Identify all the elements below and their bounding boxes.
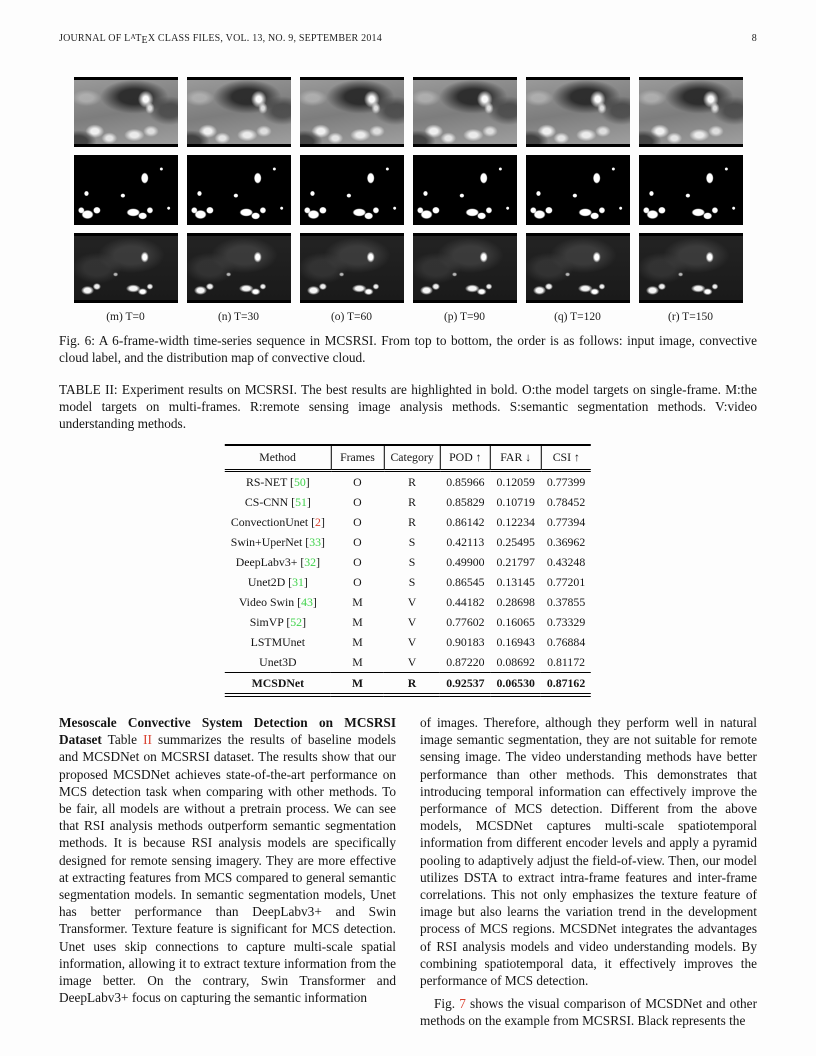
text-run: Fig. xyxy=(434,996,460,1012)
pod-cell: 0.92537 xyxy=(440,673,490,696)
category-cell: R xyxy=(408,474,416,489)
convective-cloud-label-image xyxy=(526,155,630,225)
table-row xyxy=(225,512,591,532)
satellite-input-image xyxy=(413,77,517,147)
results-table-wrapper xyxy=(225,444,591,697)
paragraph xyxy=(420,995,757,1029)
satellite-input-image xyxy=(74,77,178,147)
csi-cell: 0.76884 xyxy=(546,634,586,649)
convective-cloud-label-image xyxy=(639,155,743,225)
convective-cloud-label-image xyxy=(74,155,178,225)
text-run: E xyxy=(141,34,148,46)
csi-cell: 0.87162 xyxy=(541,673,591,696)
far-cell: 0.08692 xyxy=(496,654,535,669)
frames-cell: O xyxy=(353,514,362,529)
satellite-input-image xyxy=(187,77,291,147)
distribution-map-row xyxy=(59,233,757,303)
distribution-map-image xyxy=(639,233,743,303)
csi-cell: 0.36962 xyxy=(546,534,586,549)
far-cell: 0.16943 xyxy=(496,634,535,649)
citation-link[interactable]: 50 xyxy=(293,474,306,489)
col-header-far: FAR ↓ xyxy=(491,445,541,471)
method-cell: ConvectionUnet [2] xyxy=(230,514,325,529)
csi-cell: 0.78452 xyxy=(546,494,586,509)
journal-title xyxy=(59,33,382,46)
subcaption: (r) T=150 xyxy=(668,311,713,323)
text-run: of images. Therefore, although they perform well in natural image semantic segmentation, they are not suitable for remote sensing image. The video understanding methods have better performance than other methods. This demonstrates that introducing temporal information can effectively improve the performance of MCS detection. Different from the above models, MCSDNet captures multi-scale spatiotemporal information from different encoder levels and apply a pyramid pooling to adaptively adjust the field-of-view. Then, our model utilizes DSTA to extract intra-frame features and inter-frame correlations. This not only emphasizes the texture feature of image but also learns the variation trend in the development process of MCS regions. MCSDNet integrates the advantages of RSI analysis models and video understanding models. By combining spatiotemporal data, it effectively improves the performance of MCS detection. xyxy=(420,715,757,989)
subcaption: (p) T=90 xyxy=(443,311,486,323)
pod-cell: 0.85829 xyxy=(446,494,485,509)
reference-link[interactable]: II xyxy=(143,732,152,748)
method-cell: SimVP [52] xyxy=(249,614,306,629)
method-cell: MCSDNet xyxy=(225,673,331,696)
frames-cell: O xyxy=(353,534,362,549)
category-cell: V xyxy=(407,614,417,629)
table-row xyxy=(225,532,591,552)
frames-cell: O xyxy=(353,554,362,569)
method-cell: RS-NET [50] xyxy=(246,474,310,489)
method-cell: LSTMUnet xyxy=(250,634,306,649)
text-run: Mesoscale Convective System Detection on MCSRSI Dataset xyxy=(59,715,396,748)
far-cell: 0.12234 xyxy=(496,514,535,529)
table-caption: TABLE II: Experiment results on MCSRSI. The best results are highlighted in bold. O:the model targets on single-frame. M:the model targets on multi-frames. R:remote sensing image analysis methods. S:semantic segmentation methods. V:video understanding methods. xyxy=(59,382,757,432)
distribution-map-image xyxy=(526,233,630,303)
far-cell: 0.13145 xyxy=(496,574,535,589)
frames-cell: O xyxy=(353,494,362,509)
convective-cloud-label-image xyxy=(187,155,291,225)
convective-cloud-label-image xyxy=(300,155,404,225)
subcaption: (n) T=30 xyxy=(217,311,260,323)
subcaption-row xyxy=(59,311,757,323)
category-cell: V xyxy=(407,634,417,649)
text-run: T xyxy=(135,33,142,45)
paragraph xyxy=(59,714,396,1006)
csi-cell: 0.77399 xyxy=(546,474,586,489)
citation-link[interactable]: 32 xyxy=(304,554,317,569)
running-header xyxy=(59,33,757,46)
subcaption: (q) T=120 xyxy=(554,311,601,323)
table-header-row xyxy=(225,445,591,471)
col-header-frames: Frames xyxy=(331,445,384,471)
category-cell: V xyxy=(407,594,417,609)
citation-link[interactable]: 52 xyxy=(290,614,303,629)
citation-link[interactable]: 51 xyxy=(295,494,307,509)
table-row xyxy=(225,492,591,512)
text-run: shows the visual comparison of MCSDNet and other methods on the example from MCSRSI. Black represents the xyxy=(420,996,757,1029)
table-row xyxy=(225,471,591,493)
category-cell: V xyxy=(407,654,417,669)
table-row xyxy=(225,592,591,612)
reference-link[interactable]: 7 xyxy=(459,996,466,1012)
citation-link[interactable]: 31 xyxy=(292,574,304,589)
body-column-right xyxy=(420,714,757,1030)
pod-cell: 0.77602 xyxy=(446,614,485,629)
csi-cell: 0.43248 xyxy=(546,554,586,569)
figure-caption: Fig. 6: A 6-frame-width time-series sequence in MCSRSI. From top to bottom, the order is as follows: input image, convective cloud label, and the distribution map of convective cloud. xyxy=(59,333,757,365)
far-cell: 0.25495 xyxy=(496,534,535,549)
pod-cell: 0.44182 xyxy=(446,594,485,609)
frames-cell: O xyxy=(353,574,362,589)
far-cell: 0.10719 xyxy=(496,494,535,509)
csi-cell: 0.77394 xyxy=(546,514,586,529)
table-row xyxy=(225,552,591,572)
category-cell: R xyxy=(384,673,440,696)
csi-cell: 0.77201 xyxy=(546,574,586,589)
csi-cell: 0.73329 xyxy=(546,614,586,629)
distribution-map-image xyxy=(187,233,291,303)
frames-cell: M xyxy=(352,594,363,609)
page-number: 8 xyxy=(751,33,757,44)
frames-cell: M xyxy=(331,673,384,696)
text-run: Table xyxy=(101,732,144,748)
citation-link[interactable]: 33 xyxy=(309,534,321,549)
col-header-pod: POD ↑ xyxy=(440,445,490,471)
satellite-input-image xyxy=(300,77,404,147)
pod-cell: 0.85966 xyxy=(446,474,485,489)
method-cell: Swin+UperNet [33] xyxy=(230,534,325,549)
results-table xyxy=(225,444,591,697)
method-cell: CS-CNN [51] xyxy=(244,494,311,509)
method-cell: Video Swin [43] xyxy=(238,594,317,609)
citation-link[interactable]: 43 xyxy=(301,594,313,609)
table-row xyxy=(225,632,591,652)
body-column-left xyxy=(59,714,396,1006)
pod-cell: 0.86142 xyxy=(446,514,485,529)
text-run: A xyxy=(130,33,136,41)
category-cell: S xyxy=(408,554,416,569)
satellite-input-image xyxy=(639,77,743,147)
method-cell: Unet2D [31] xyxy=(247,574,308,589)
far-cell: 0.28698 xyxy=(496,594,535,609)
pod-cell: 0.87220 xyxy=(446,654,485,669)
method-cell: Unet3D xyxy=(259,654,297,669)
paragraph xyxy=(420,714,757,989)
category-cell: R xyxy=(408,494,416,509)
cloud-label-row xyxy=(59,155,757,225)
figure-6 xyxy=(59,77,757,323)
category-cell: S xyxy=(408,574,416,589)
input-image-row xyxy=(59,77,757,147)
pod-cell: 0.42113 xyxy=(446,534,485,549)
col-header-category: Category xyxy=(384,445,440,471)
far-cell: 0.12059 xyxy=(496,474,535,489)
table-row xyxy=(225,673,591,696)
frames-cell: M xyxy=(352,654,363,669)
convective-cloud-label-image xyxy=(413,155,517,225)
pod-cell: 0.49900 xyxy=(446,554,485,569)
table-row xyxy=(225,652,591,673)
csi-cell: 0.37855 xyxy=(546,594,586,609)
table-row xyxy=(225,612,591,632)
category-cell: R xyxy=(408,514,416,529)
text-run: JOURNAL OF L xyxy=(59,33,131,45)
frames-cell: M xyxy=(352,614,363,629)
distribution-map-image xyxy=(300,233,404,303)
pod-cell: 0.86545 xyxy=(446,574,485,589)
distribution-map-image xyxy=(413,233,517,303)
category-cell: S xyxy=(408,534,416,549)
citation-link[interactable]: 2 xyxy=(315,514,321,529)
far-cell: 0.21797 xyxy=(496,554,535,569)
table-row xyxy=(225,572,591,592)
frames-cell: M xyxy=(352,634,363,649)
distribution-map-image xyxy=(74,233,178,303)
col-header-csi: CSI ↑ xyxy=(541,445,591,471)
satellite-input-image xyxy=(526,77,630,147)
col-header-method: Method xyxy=(225,445,331,471)
subcaption: (o) T=60 xyxy=(330,311,373,323)
subcaption: (m) T=0 xyxy=(106,311,145,323)
far-cell: 0.16065 xyxy=(496,614,535,629)
text-run: X CLASS FILES, VOL. 13, NO. 9, SEPTEMBER 2014 xyxy=(147,33,382,45)
text-run: summarizes the results of baseline models and MCSDNet on MCSRSI dataset. The results show that our proposed MCSDNet achieves state-of-the-art performance on MCS detection task when comparing with other methods. To be fair, all models are without a pretrain process. We can see that RSI analysis methods outperform semantic segmentation methods. It is because RSI analysis models are specifically designed for remote sensing imagery. They are more effective at extracting features from MCS compared to general semantic segmentation models. In semantic segmentation models, Unet has better performance than DeepLabv3+ and Swin Transformer. Texture feature is significant for MCS detection. Unet uses skip connections to capture multi-scale spatial information, allowing it to extract texture information from the image better. On the contrary, Swin Transformer and DeepLabv3+ focus on capturing the semantic information xyxy=(59,732,396,1006)
csi-cell: 0.81172 xyxy=(547,654,585,669)
far-cell: 0.06530 xyxy=(491,673,541,696)
frames-cell: O xyxy=(353,474,362,489)
method-cell: DeepLabv3+ [32] xyxy=(235,554,321,569)
pod-cell: 0.90183 xyxy=(446,634,485,649)
